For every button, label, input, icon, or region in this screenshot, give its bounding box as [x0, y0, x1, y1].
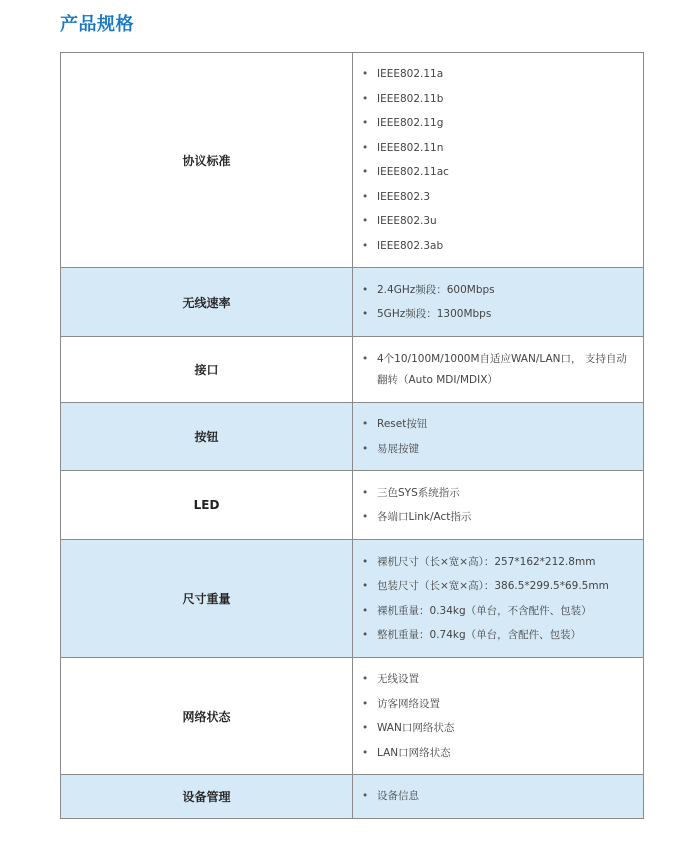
- list-item: • 4个10/100M/1000M自适应WAN/LAN口， 支持自动翻转（Auto MDI/MDIX）: [362, 349, 635, 391]
- row-label: 按钮: [61, 403, 353, 471]
- list-item: • 2.4GHz频段：600Mbps: [362, 278, 635, 303]
- list-item: • LAN口网络状态: [362, 741, 635, 766]
- list-item: • IEEE802.3ab: [362, 234, 635, 259]
- list-item: • WAN口网络状态: [362, 716, 635, 741]
- list-item: • IEEE802.3: [362, 185, 635, 210]
- item-list: [362, 550, 635, 648]
- list-item: • 访客网络设置: [362, 692, 635, 717]
- item-list: [362, 349, 635, 391]
- list-item: • IEEE802.11a: [362, 62, 635, 87]
- list-item: • IEEE802.11b: [362, 87, 635, 112]
- item-list: [362, 278, 635, 327]
- row-label: 接口: [61, 337, 353, 403]
- table-row: [61, 53, 644, 268]
- row-label: 协议标准: [61, 53, 353, 268]
- item-list: [362, 784, 635, 809]
- row-label: 网络状态: [61, 658, 353, 775]
- row-label: 尺寸重量: [61, 540, 353, 658]
- list-item: • IEEE802.11n: [362, 136, 635, 161]
- list-item: • 包装尺寸（长×宽×高）：386.5*299.5*69.5mm: [362, 574, 635, 599]
- table-row: [61, 658, 644, 775]
- page-title: 产品规格: [60, 14, 134, 35]
- list-item: • IEEE802.3u: [362, 209, 635, 234]
- item-list: [362, 667, 635, 765]
- item-list: [362, 62, 635, 258]
- list-item: • IEEE802.11ac: [362, 160, 635, 185]
- list-item: • 裸机重量：0.34kg（单台，不含配件、包装）: [362, 599, 635, 624]
- list-item: • 三色SYS系统指示: [362, 481, 635, 506]
- table-row: [61, 403, 644, 471]
- table-row: [61, 540, 644, 658]
- list-item: • 无线设置: [362, 667, 635, 692]
- spec-table: [60, 52, 644, 819]
- list-item: • IEEE802.11g: [362, 111, 635, 136]
- list-item: • 设备信息: [362, 784, 635, 809]
- row-label: LED: [61, 471, 353, 540]
- row-label: 设备管理: [61, 775, 353, 819]
- table-row: [61, 337, 644, 403]
- table-row: [61, 471, 644, 540]
- list-item: • 易展按键: [362, 437, 635, 462]
- list-item: • 各端口Link/Act指示: [362, 505, 635, 530]
- item-list: [362, 412, 635, 461]
- list-item: • 裸机尺寸（长×宽×高）：257*162*212.8mm: [362, 550, 635, 575]
- table-row: [61, 268, 644, 337]
- item-list: [362, 481, 635, 530]
- list-item: • 5GHz频段：1300Mbps: [362, 302, 635, 327]
- row-label: 无线速率: [61, 268, 353, 337]
- list-item: • Reset按钮: [362, 412, 635, 437]
- list-item: • 整机重量：0.74kg（单台，含配件、包装）: [362, 623, 635, 648]
- table-row: [61, 775, 644, 819]
